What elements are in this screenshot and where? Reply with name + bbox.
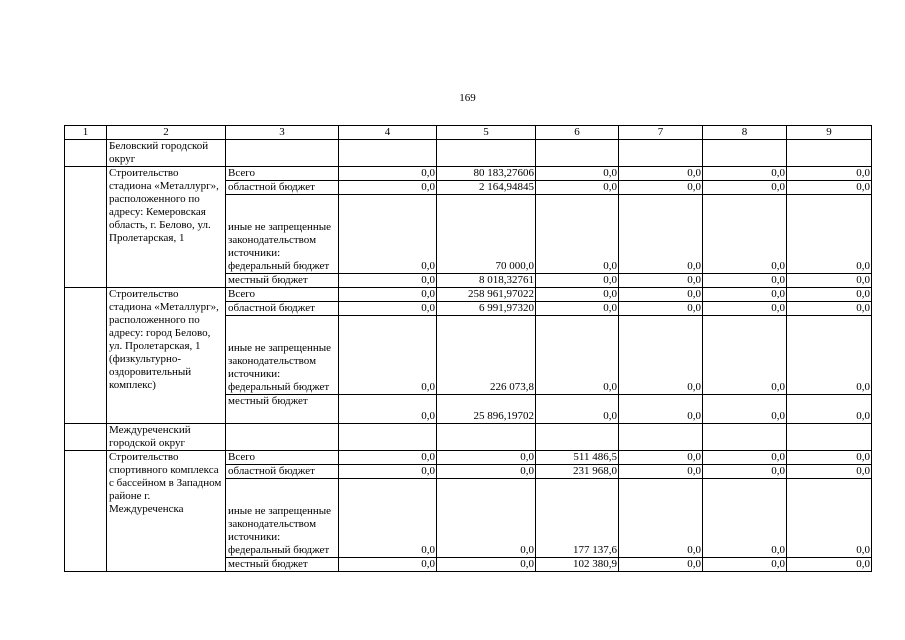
value-cell: 0,0 [339,316,437,395]
group-name: Беловский городской округ [107,140,226,167]
header-cell: 8 [703,126,787,140]
row-label: Всего [226,288,339,302]
value-cell: 0,0 [787,274,872,288]
value-cell: 0,0 [619,558,703,572]
row-label: иные не запрещенные законодательством источники: федеральный бюджет [226,195,339,274]
value-cell: 0,0 [619,479,703,558]
value-cell: 0,0 [619,195,703,274]
value-cell: 0,0 [339,395,437,424]
header-cell: 7 [619,126,703,140]
header-cell: 4 [339,126,437,140]
budget-table [64,125,872,572]
value-cell: 0,0 [703,465,787,479]
value-cell: 0,0 [703,316,787,395]
value-cell: 0,0 [437,479,536,558]
value-cell: 0,0 [619,316,703,395]
value-cell: 0,0 [787,316,872,395]
value-cell: 0,0 [536,316,619,395]
project-name: Строительство стадиона «Металлург», расположенного по адресу: Кемеровская область, г. Белово, ул. Пролетарская, 1 [107,167,226,288]
group-name: Междуреченский городской округ [107,424,226,451]
value-cell: 0,0 [703,181,787,195]
value-cell: 2 164,94845 [437,181,536,195]
table-row [65,451,872,465]
value-cell: 0,0 [339,288,437,302]
table-row [65,167,872,181]
value-cell: 0,0 [339,181,437,195]
header-row [65,126,872,140]
value-cell: 102 380,9 [536,558,619,572]
row-label: областной бюджет [226,302,339,316]
value-cell: 0,0 [787,288,872,302]
value-cell: 80 183,27606 [437,167,536,181]
value-cell: 226 073,8 [437,316,536,395]
project-name: Строительство спортивного комплекса с бассейном в Западном районе г. Междуреченска [107,451,226,572]
header-cell: 1 [65,126,107,140]
row-label: областной бюджет [226,465,339,479]
value-cell: 0,0 [787,195,872,274]
value-cell: 0,0 [703,195,787,274]
value-cell: 0,0 [339,274,437,288]
value-cell: 0,0 [536,167,619,181]
row-label: Всего [226,167,339,181]
header-cell: 6 [536,126,619,140]
value-cell: 0,0 [437,451,536,465]
page-number: 169 [459,92,476,104]
value-cell: 0,0 [703,167,787,181]
row-label: областной бюджет [226,181,339,195]
value-cell: 0,0 [339,167,437,181]
value-cell: 0,0 [536,181,619,195]
value-cell: 0,0 [787,465,872,479]
value-cell: 511 486,5 [536,451,619,465]
value-cell: 0,0 [787,167,872,181]
value-cell: 258 961,97022 [437,288,536,302]
row-label: иные не запрещенные законодательством источники: федеральный бюджет [226,479,339,558]
value-cell: 0,0 [339,558,437,572]
value-cell: 8 018,32761 [437,274,536,288]
value-cell: 231 968,0 [536,465,619,479]
row-label: местный бюджет [226,274,339,288]
value-cell: 0,0 [619,274,703,288]
value-cell: 0,0 [619,465,703,479]
row-label: иные не запрещенные законодательством источники: федеральный бюджет [226,316,339,395]
row-label: Всего [226,451,339,465]
group-row [65,140,872,167]
value-cell: 0,0 [787,395,872,424]
value-cell: 0,0 [536,195,619,274]
value-cell: 0,0 [437,465,536,479]
value-cell: 0,0 [536,302,619,316]
value-cell: 0,0 [339,195,437,274]
value-cell: 0,0 [703,274,787,288]
value-cell: 0,0 [339,451,437,465]
value-cell: 0,0 [437,558,536,572]
header-cell: 5 [437,126,536,140]
value-cell: 0,0 [703,288,787,302]
value-cell: 6 991,97320 [437,302,536,316]
group-row [65,424,872,451]
row-label: местный бюджет [226,395,339,424]
value-cell: 0,0 [619,395,703,424]
value-cell: 0,0 [787,302,872,316]
value-cell: 0,0 [787,181,872,195]
value-cell: 177 137,6 [536,479,619,558]
value-cell: 0,0 [703,451,787,465]
value-cell: 0,0 [703,395,787,424]
header-cell: 9 [787,126,872,140]
value-cell: 0,0 [339,302,437,316]
value-cell: 0,0 [339,465,437,479]
value-cell: 0,0 [703,479,787,558]
value-cell: 0,0 [619,302,703,316]
value-cell: 0,0 [703,302,787,316]
value-cell: 0,0 [619,288,703,302]
value-cell: 0,0 [339,479,437,558]
value-cell: 0,0 [536,274,619,288]
value-cell: 70 000,0 [437,195,536,274]
value-cell: 25 896,19702 [437,395,536,424]
value-cell: 0,0 [619,167,703,181]
project-name: Строительство стадиона «Металлург», расположенного по адресу: город Белово, ул. Пролетарская, 1 (физкультурно-оздоровительный комплекс) [107,288,226,424]
row-label: местный бюджет [226,558,339,572]
value-cell: 0,0 [787,451,872,465]
value-cell: 0,0 [703,558,787,572]
value-cell: 0,0 [619,181,703,195]
value-cell: 0,0 [536,395,619,424]
value-cell: 0,0 [536,288,619,302]
header-cell: 2 [107,126,226,140]
value-cell: 0,0 [787,558,872,572]
header-cell: 3 [226,126,339,140]
table-row [65,288,872,302]
value-cell: 0,0 [619,451,703,465]
value-cell: 0,0 [787,479,872,558]
